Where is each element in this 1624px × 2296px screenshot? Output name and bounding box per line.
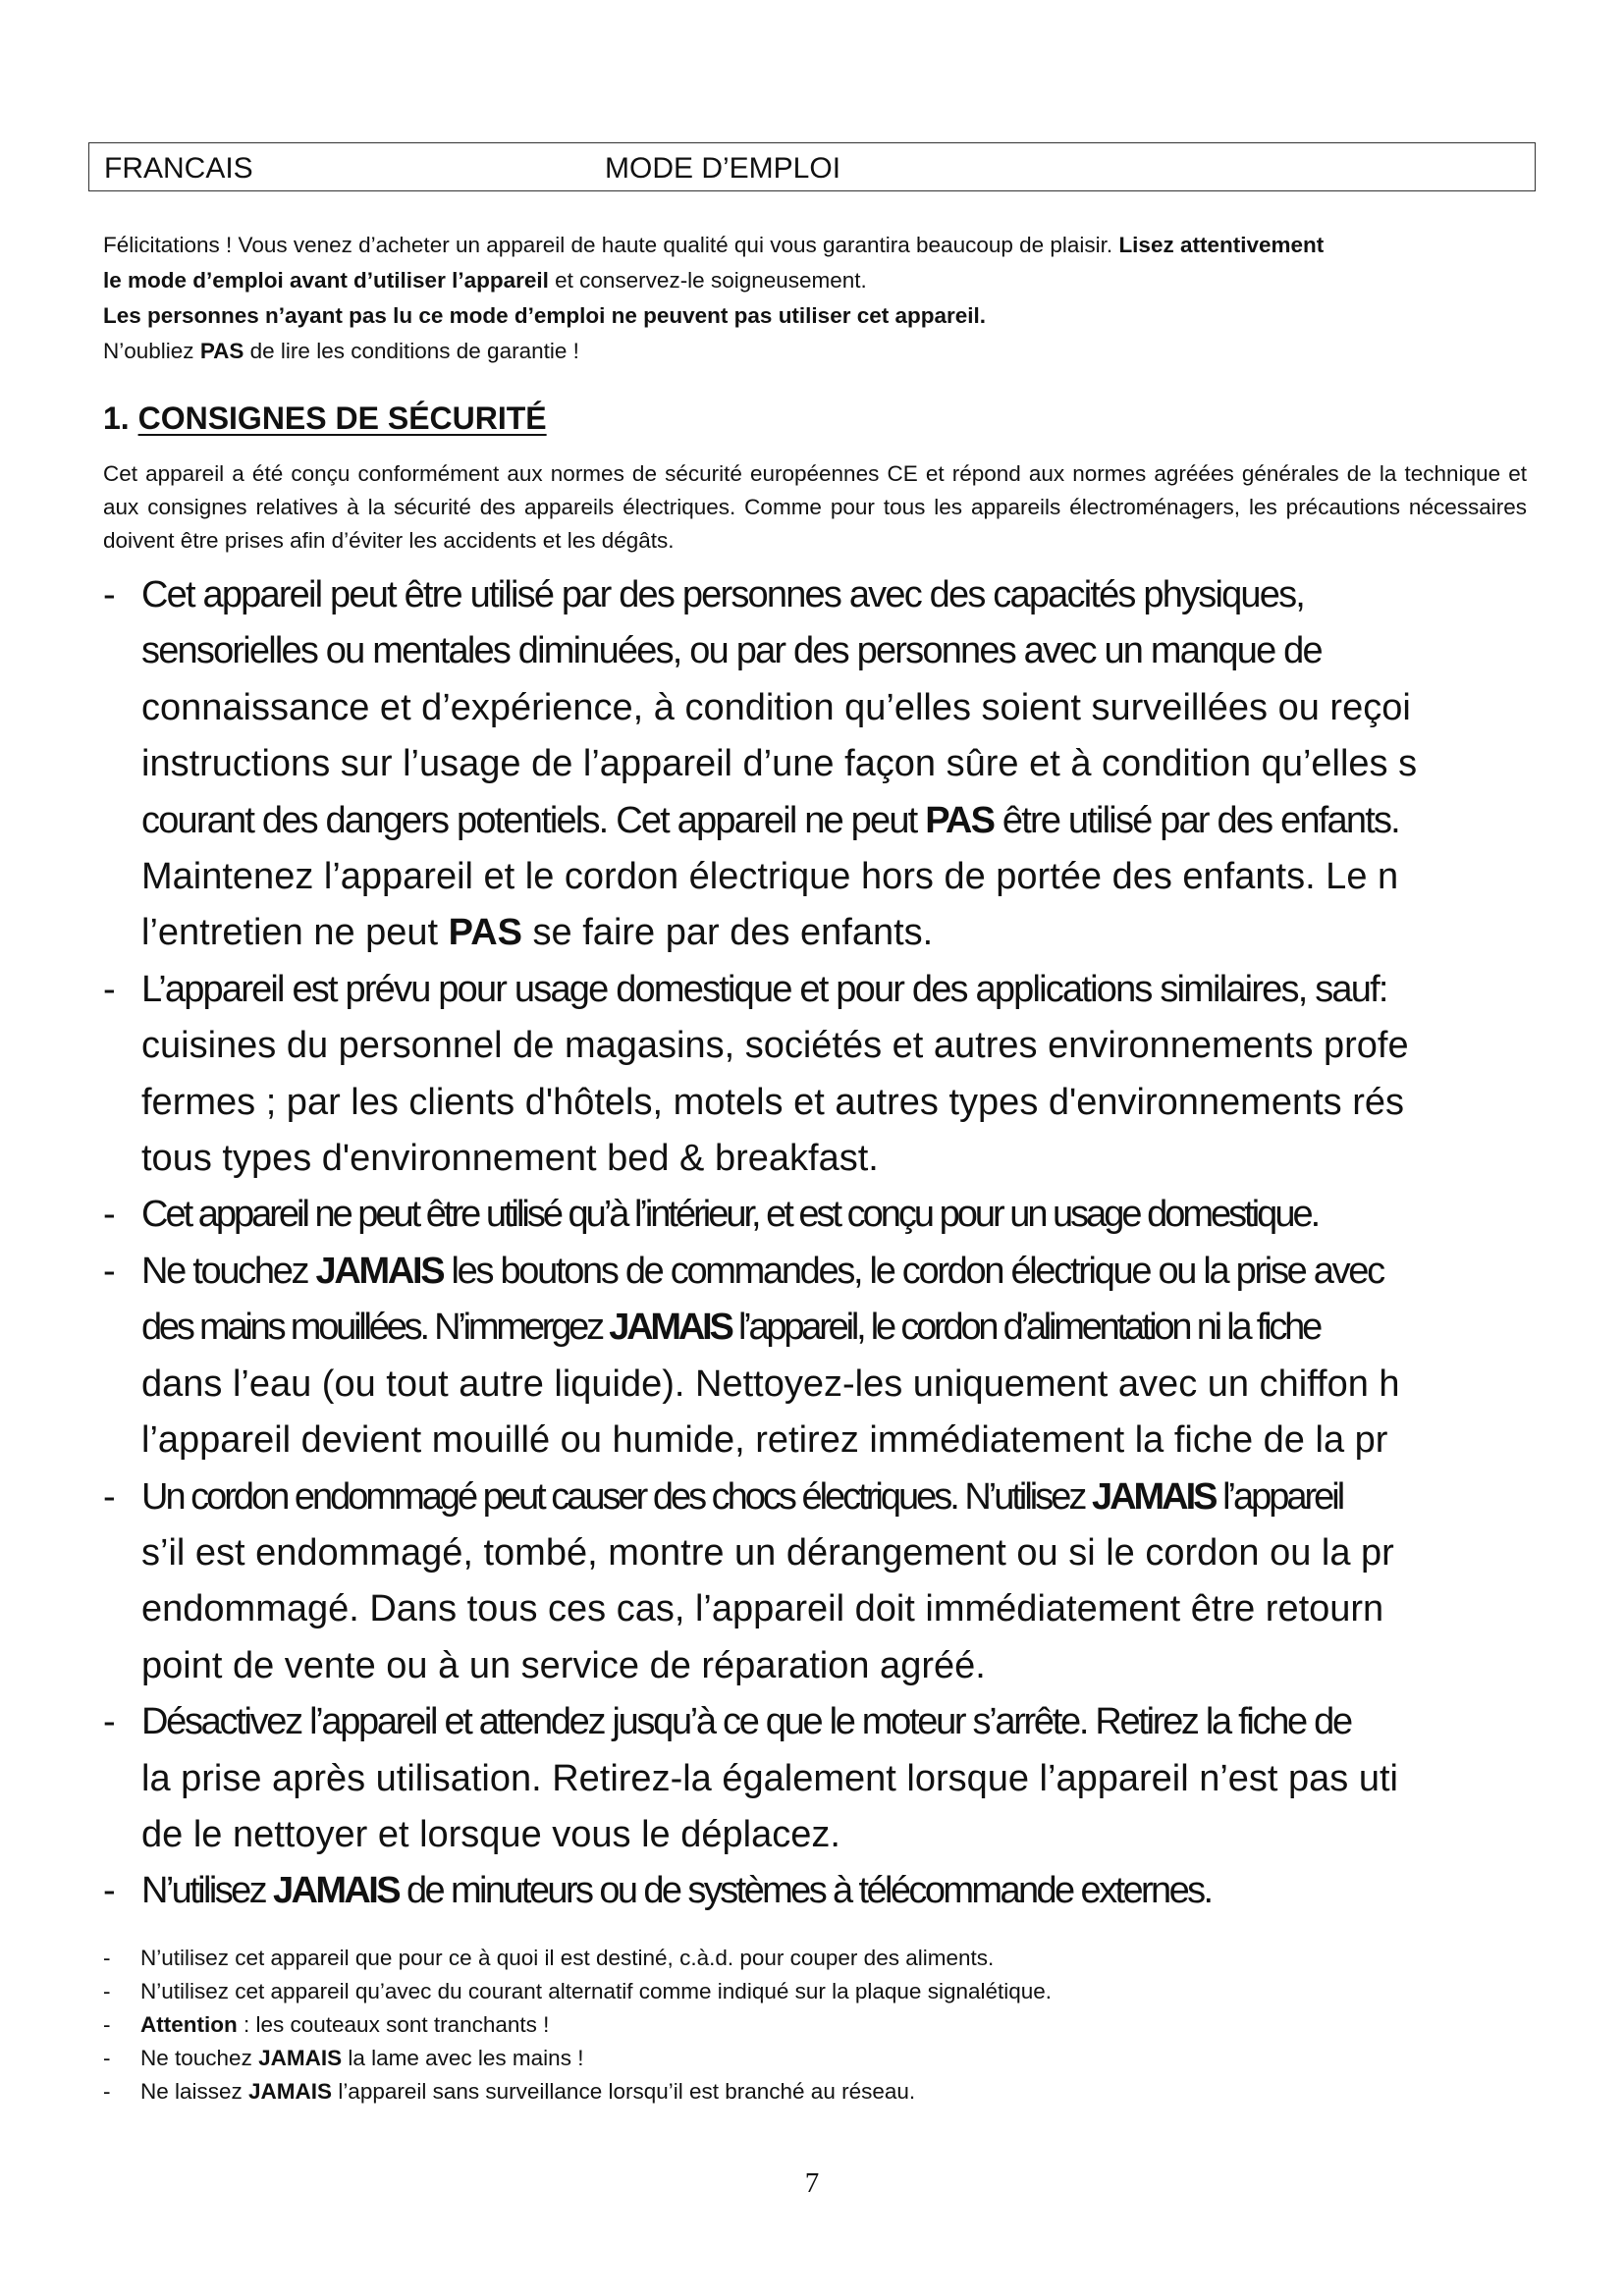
section-title: CONSIGNES DE SÉCURITÉ <box>137 400 547 436</box>
item-line: point de vente ou à un service de réparation agréé. <box>141 1644 986 1686</box>
item-line: L’appareil est prévu pour usage domestique et pour des applications similaires, sauf: <box>141 968 1387 1010</box>
item-bold: JAMAIS <box>248 2079 333 2104</box>
item-line: s’il est endommagé, tombé, montre un dérangement ou si le cordon ou la pr <box>141 1531 1394 1574</box>
intro-line4-bold: PAS <box>199 339 244 363</box>
item-text: l’appareil sans surveillance lorsqu’il est branché au réseau. <box>332 2079 916 2104</box>
item-line: Cet appareil ne peut être utilisé qu’à l’intérieur, et est conçu pour un usage domestique. <box>141 1194 1319 1236</box>
list-dash: - <box>103 1870 116 1912</box>
intro-paragraph <box>103 228 1527 369</box>
item-text: Ne touchez <box>141 1250 316 1292</box>
item-line: fermes ; par les clients d'hôtels, motels et autres types d'environnements rés <box>141 1081 1404 1123</box>
item-line <box>141 793 1585 849</box>
item-bold: JAMAIS <box>609 1307 731 1349</box>
item-line: connaissance et d’expérience, à condition qu’elles soient surveillées ou reçoi <box>141 686 1411 728</box>
list-dash: - <box>103 968 116 1010</box>
list-dash: - <box>103 1701 116 1743</box>
list-dash: - <box>103 2012 111 2037</box>
item-line: endommagé. Dans tous ces cas, l’appareil doit immédiatement être retourn <box>141 1588 1384 1630</box>
section-number: 1. <box>103 400 130 436</box>
page-number: 7 <box>804 2167 820 2199</box>
list-item <box>103 2008 1527 2042</box>
item-line: l’appareil devient mouillé ou humide, retirez immédiatement la fiche de la pr <box>141 1419 1388 1462</box>
item-line: la prise après utilisation. Retirez-la également lorsque l’appareil n’est pas uti <box>141 1757 1398 1799</box>
list-item <box>103 2075 1527 2109</box>
list-item <box>98 1187 1571 1243</box>
item-line: Cet appareil peut être utilisé par des personnes avec des capacités physiques, <box>141 574 1305 615</box>
intro-line4-post: de lire les conditions de garantie ! <box>244 339 579 363</box>
section-intro: Cet appareil a été conçu conformément aux normes de sécurité européennes CE et répond aux normes agréées générales de la technique et aux consignes relatives à la sécurité des appareils électriques. Comme pour tous les appareils électroménagers, les précautions nécessaires doivent être prises afin d’éviter les accidents et les dégâts. <box>103 461 1527 553</box>
header-box <box>88 142 1536 191</box>
item-text: : les couteaux sont tranchants ! <box>237 2012 550 2037</box>
item-text: être utilisé par des enfants. <box>994 799 1399 841</box>
list-item <box>103 1975 1527 2008</box>
list-dash: - <box>103 2079 111 2104</box>
safety-list-large <box>98 567 1571 1920</box>
item-text: de minuteurs ou de systèmes à télécommande externes. <box>398 1870 1212 1912</box>
list-dash: - <box>103 1194 116 1236</box>
intro-line2-text: et conservez-le soigneusement. <box>548 268 867 293</box>
list-item <box>98 1694 1571 1863</box>
item-line <box>141 1469 1585 1525</box>
item-line <box>141 1244 1585 1300</box>
item-bold: PAS <box>925 799 995 841</box>
item-bold: JAMAIS <box>1091 1475 1216 1518</box>
intro-line1-bold: Lisez attentivement <box>1118 233 1325 257</box>
item-text: Un cordon endommagé peut causer des chocs électriques. N’utilisez <box>141 1475 1092 1518</box>
item-bold: JAMAIS <box>315 1250 444 1292</box>
list-item <box>103 2042 1527 2075</box>
item-text: N’utilisez cet appareil qu’avec du courant alternatif comme indiqué sur la plaque signalétique. <box>140 1979 1053 2003</box>
intro-line2-bold: le mode d’emploi avant d’utiliser l’appareil <box>103 268 549 293</box>
item-bold: Attention <box>140 2012 238 2037</box>
item-text: l’entretien ne peut <box>141 912 449 954</box>
item-text: la lame avec les mains ! <box>342 2046 584 2070</box>
item-line: sensorielles ou mentales diminuées, ou par des personnes avec un manque de <box>141 630 1322 672</box>
item-text: l’appareil, le cordon d’alimentation ni la fiche <box>731 1307 1321 1349</box>
item-bold: PAS <box>448 912 522 954</box>
item-line <box>141 1863 1585 1919</box>
safety-list-small <box>103 1942 1527 2109</box>
intro-line3-bold: Les personnes n’ayant pas lu ce mode d’emploi ne peuvent pas utiliser cet appareil. <box>103 303 987 328</box>
item-line: dans l’eau (ou tout autre liquide). Nettoyez-les uniquement avec un chiffon h <box>141 1362 1400 1405</box>
item-line: instructions sur l’usage de l’appareil d’une façon sûre et à condition qu’elles s <box>141 743 1418 785</box>
item-line: Maintenez l’appareil et le cordon électrique hors de portée des enfants. Le n <box>141 856 1399 898</box>
item-line: de le nettoyer et lorsque vous le déplacez. <box>141 1813 840 1855</box>
list-item <box>98 1863 1571 1919</box>
item-bold: JAMAIS <box>258 2046 343 2070</box>
item-line <box>141 1300 1585 1356</box>
item-text: les boutons de commandes, le cordon électrique ou la prise avec <box>443 1250 1383 1292</box>
item-text: courant des dangers potentiels. Cet appareil ne peut <box>141 799 926 841</box>
intro-line4-pre: N’oubliez <box>103 339 200 363</box>
intro-line1-text: Félicitations ! Vous venez d’acheter un appareil de haute qualité qui vous garantira beaucoup de plaisir. <box>103 233 1119 257</box>
item-bold: JAMAIS <box>273 1870 399 1912</box>
list-item <box>103 1942 1527 1975</box>
list-dash: - <box>103 1250 116 1292</box>
list-dash: - <box>103 2046 111 2070</box>
item-text: N’utilisez cet appareil que pour ce à quoi il est destiné, c.à.d. pour couper des aliments. <box>140 1946 995 1970</box>
section-heading <box>103 400 547 437</box>
list-item <box>98 567 1571 962</box>
item-text: Ne touchez <box>140 2046 259 2070</box>
item-line: Désactivez l’appareil et attendez jusqu’à ce que le moteur s’arrête. Retirez la fiche de <box>141 1701 1351 1743</box>
header-title: MODE D’EMPLOI <box>605 152 841 185</box>
item-line: cuisines du personnel de magasins, sociétés et autres environnements profe <box>141 1025 1409 1067</box>
list-item <box>98 1469 1571 1695</box>
list-dash: - <box>103 1946 111 1970</box>
item-text: se faire par des enfants. <box>522 912 934 954</box>
header-language: FRANCAIS <box>104 152 253 185</box>
item-text: Ne laissez <box>140 2079 249 2104</box>
item-text: l’appareil <box>1215 1475 1343 1518</box>
list-dash: - <box>103 574 116 615</box>
item-line <box>141 905 1585 961</box>
list-dash: - <box>103 1475 116 1518</box>
item-text: N’utilisez <box>141 1870 273 1912</box>
item-line: tous types d'environnement bed & breakfast. <box>141 1138 879 1180</box>
list-item <box>98 962 1571 1188</box>
list-dash: - <box>103 1979 111 2003</box>
item-text: des mains mouillées. N’immergez <box>141 1307 610 1349</box>
list-item <box>98 1244 1571 1469</box>
